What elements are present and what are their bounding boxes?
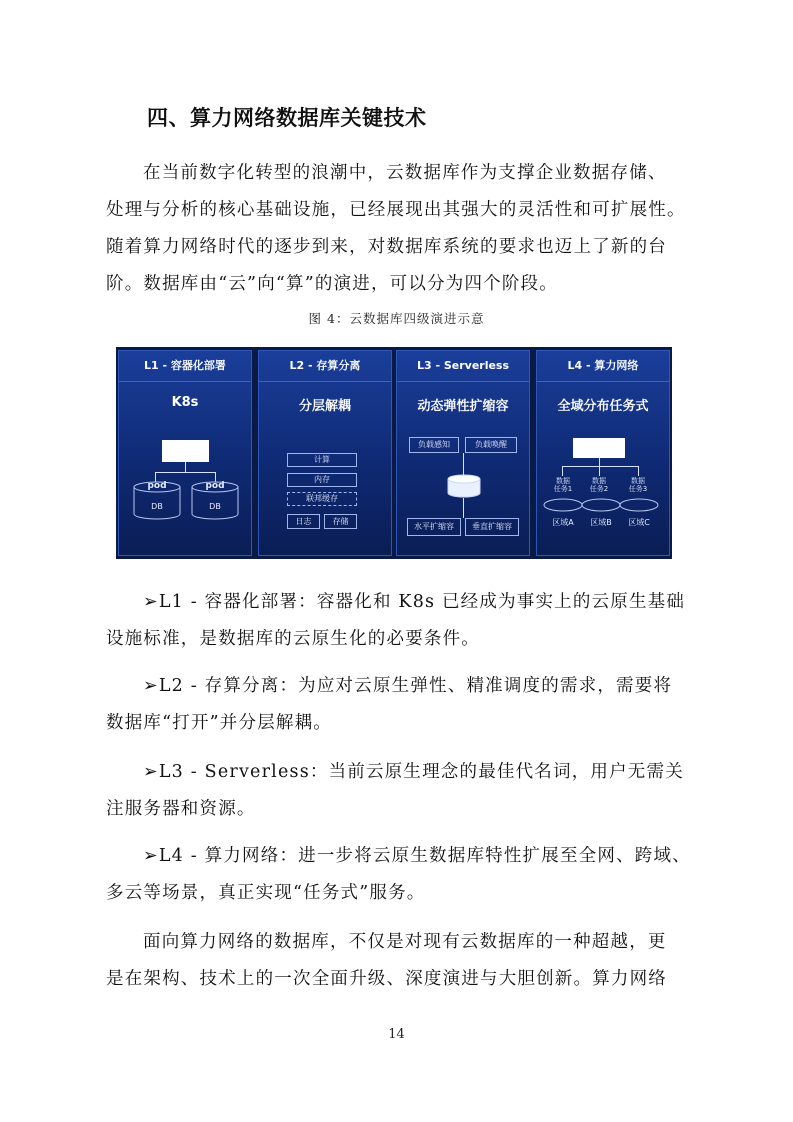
bullet-line: ➢L1 - 容器化部署：容器化和 K8s 已经成为事实上的云原生基础: [143, 592, 686, 612]
bullet-line: 注服务器和资源。: [106, 799, 256, 819]
closing-paragraph: [106, 924, 688, 998]
bullet-line: 数据库“打开”并分层解耦。: [106, 713, 332, 733]
closing-line: 面向算力网络的数据库，不仅是对现有云数据库的一种超越，更: [143, 932, 667, 952]
region-label: 区域A: [552, 518, 574, 527]
db-label: DB: [151, 502, 163, 511]
region-label: 区域B: [590, 518, 612, 527]
load-sensing-box: 负载感知: [409, 437, 459, 453]
bullet-line: 多云等场景，真正实现“任务式”服务。: [106, 883, 426, 903]
bullet-line: ➢L3 - Serverless：当前云原生理念的最佳代名词，用户无需关: [143, 762, 684, 782]
task-label: 数据 任务3: [628, 477, 648, 493]
vertical-scaling-box: 垂直扩缩容: [465, 518, 519, 536]
panel-subtitle: K8s: [171, 395, 199, 410]
layer-federated-cache: 联邦缓存: [287, 492, 357, 506]
scheduler-box: [573, 438, 625, 458]
panel-subtitle: 动态弹性扩缩容: [417, 399, 509, 414]
panel-l4: [536, 350, 670, 556]
panel-title: L2 - 存算分离: [259, 351, 391, 382]
region-label: 区域C: [628, 518, 650, 527]
section-heading: 四、算力网络数据库关键技术: [147, 106, 427, 130]
panel-l3: [396, 350, 530, 556]
intro-line: 阶。数据库由“云”向“算”的演进，可以分为四个阶段。: [106, 274, 558, 294]
horizontal-scaling-box: 水平扩缩容: [407, 518, 461, 536]
intro-line: 处理与分析的核心基础设施，已经展现出其强大的灵活性和可扩展性。: [106, 200, 686, 220]
panel-l1: [118, 350, 252, 556]
region-ellipses: [541, 496, 667, 514]
layer-memory: 内存: [287, 473, 357, 487]
figure-caption: 图 4：云数据库四级演进示意: [308, 311, 485, 326]
bullet-l4: [106, 838, 691, 912]
layer-log: 日志: [287, 514, 320, 529]
bullet-line: 设施标准，是数据库的云原生化的必要条件。: [106, 629, 480, 649]
evolution-figure: [116, 347, 672, 559]
intro-paragraph: [106, 155, 688, 303]
task-label: 数据 任务2: [589, 477, 609, 493]
panel-l2: [258, 350, 392, 556]
intro-line: 随着算力网络时代的逐步到来，对数据库系统的要求也迈上了新的台: [106, 237, 667, 257]
panel-subtitle: 全域分布任务式: [557, 399, 649, 414]
bullet-l1: [106, 584, 688, 658]
bullet-l2: [106, 668, 688, 742]
database-cylinder-icon: [447, 474, 481, 498]
panel-title: L3 - Serverless: [397, 351, 529, 382]
layer-compute: 计算: [287, 453, 357, 467]
orchestrator-box: [162, 440, 209, 462]
pod-label: pod: [205, 481, 225, 491]
bullet-line: ➢L4 - 算力网络：进一步将云原生数据库特性扩展至全网、跨域、: [143, 846, 691, 866]
layer-storage: 存储: [324, 514, 357, 529]
panel-title: L4 - 算力网络: [537, 351, 669, 382]
panel-subtitle: 分层解耦: [298, 399, 351, 414]
db-label: DB: [209, 502, 221, 511]
closing-line: 是在架构、技术上的一次全面升级、深度演进与大胆创新。算力网络: [106, 969, 667, 989]
bullet-line: ➢L2 - 存算分离：为应对云原生弹性、精准调度的需求，需要将: [143, 676, 673, 696]
bullet-l3: [106, 754, 688, 828]
pod-label: pod: [147, 481, 167, 491]
task-label: 数据 任务1: [553, 477, 573, 493]
page-number: 14: [388, 1027, 405, 1042]
intro-line: 在当前数字化转型的浪潮中，云数据库作为支撑企业数据存储、: [143, 163, 667, 183]
load-wakeup-box: 负载唤醒: [465, 437, 517, 453]
panel-title: L1 - 容器化部署: [119, 351, 251, 382]
